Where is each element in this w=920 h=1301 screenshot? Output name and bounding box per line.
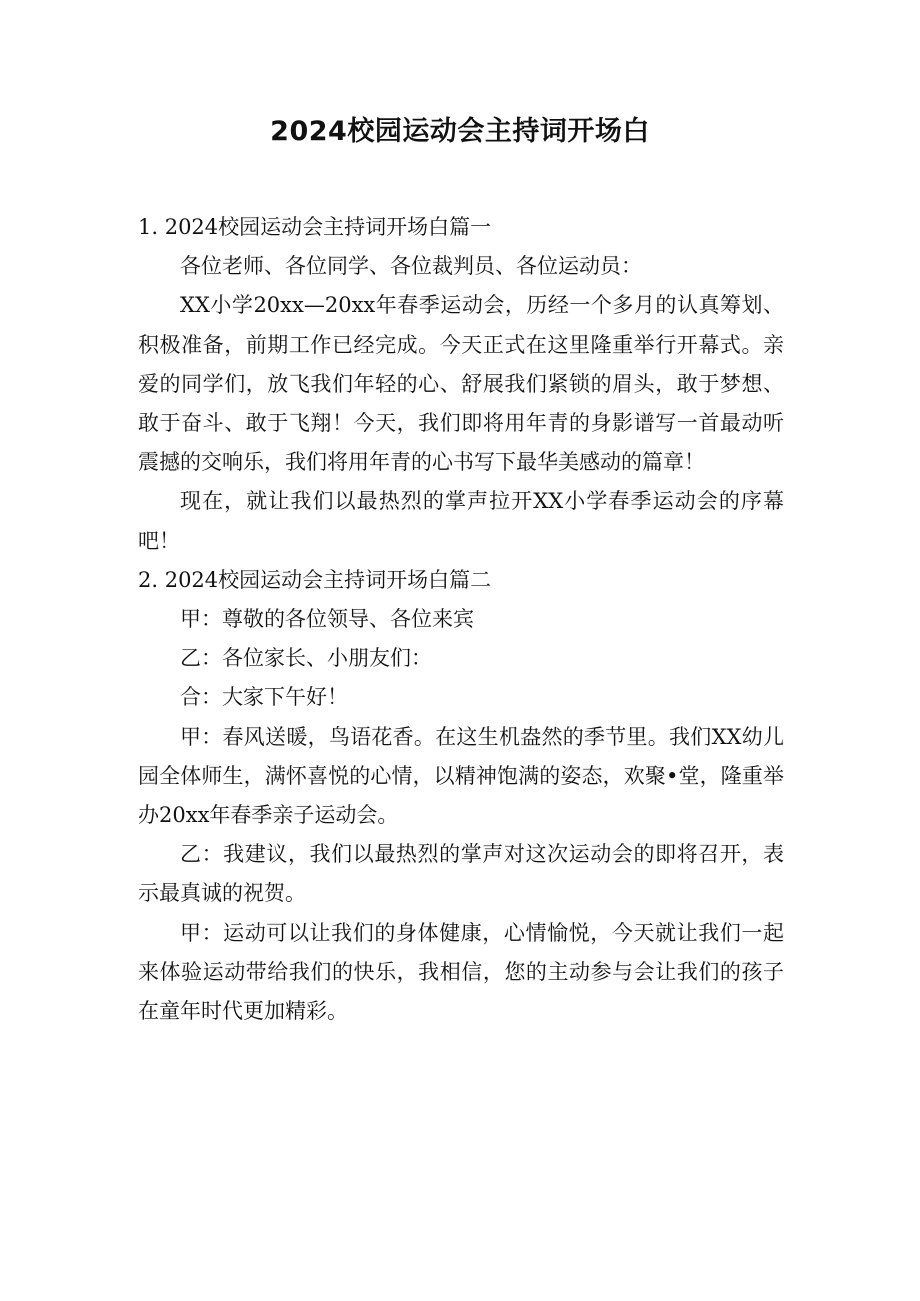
paragraph: 乙：各位家长、小朋友们： xyxy=(180,646,432,671)
document-body xyxy=(138,208,784,1031)
section-heading: 2. 2024校园运动会主持词开场白篇二 xyxy=(138,567,492,592)
section-heading: 1. 2024校园运动会主持词开场白篇一 xyxy=(138,215,492,239)
paragraph: XX小学20xx—20xx年春季运动会，历经一个多月的认真筹划、积极准备，前期工作已经完成。今天正式在这里隆重举行开幕式。亲爱的同学们，放飞我们年轻的心、舒展我们紧锁的眉头，敢于梦想、敢于奋斗、敢于飞翔！今天，我们即将用年青的身影谱写一首最动听震撼的交响乐，我们将用年青的心书写下最华美感动的篇章！ xyxy=(138,293,784,475)
paragraph: 甲：春风送暖，鸟语花香。在这生机盎然的季节里。我们XX幼儿园全体师生，满怀喜悦的心情，以精神饱满的姿态，欢聚•堂，隆重举办20xx年春季亲子运动会。 xyxy=(138,724,784,828)
section-1 xyxy=(138,208,784,561)
document-title: 2024校园运动会主持词开场白 xyxy=(270,116,650,147)
paragraph: 各位老师、各位同学、各位裁判员、各位运动员： xyxy=(180,254,642,279)
section-2 xyxy=(138,561,784,1031)
paragraph: 甲：运动可以让我们的身体健康，心情愉悦，今天就让我们一起来体验运动带给我们的快乐，我相信，您的主动参与会让我们的孩子在童年时代更加精彩。 xyxy=(138,920,784,1024)
paragraph: 合：大家下午好！ xyxy=(180,685,348,710)
paragraph: 乙：我建议，我们以最热烈的掌声对这次运动会的即将召开，表示最真诚的祝贺。 xyxy=(138,842,784,906)
paragraph: 现在，就让我们以最热烈的掌声拉开XX小学春季运动会的序幕吧！ xyxy=(138,489,784,553)
paragraph: 甲：尊敬的各位领导、各位来宾 xyxy=(180,607,474,632)
